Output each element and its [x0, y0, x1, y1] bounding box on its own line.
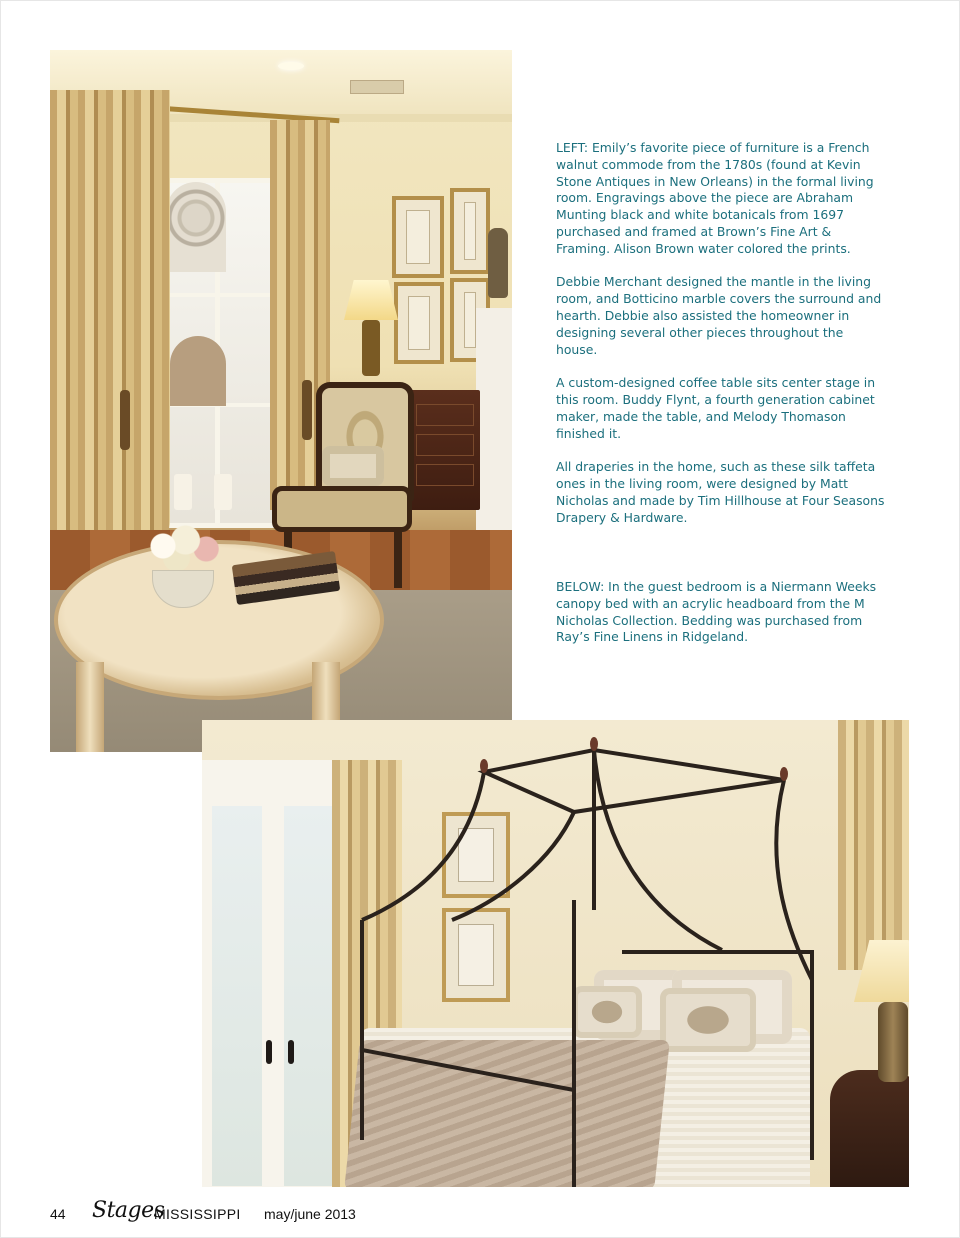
caption-coffee-table: A custom-designed coffee table sits center stage in this room. Buddy Flynt, a fourth generation cabinet maker, made the table, and Melody Thomason finished it.: [556, 375, 876, 441]
caption-left-commode: LEFT: Emily’s favorite piece of furniture is a French walnut commode from the 1780s (found at Kevin Stone Antiques in New Orleans) in the formal living room. Engravings above the piece are Abraham Munting black and white botanicals from 1697 purchased and framed at Brown’s Fine Art & Framing. Alison Brown water colored the prints.: [556, 140, 874, 256]
caption-draperies: All draperies in the home, such as these silk taffeta ones in the living room, were designed by Matt Nicholas and made by Tim Hillhouse at Four Seasons Drapery & Hardware.: [556, 459, 885, 525]
caption-mantle: Debbie Merchant designed the mantle in the living room, and Botticino marble covers the surround and hearth. Debbie also assisted the homeowner in designing several other pieces throughout the house.: [556, 274, 882, 357]
living-room-photo: [50, 50, 512, 752]
page-footer: [50, 1198, 910, 1228]
caption-column: [556, 140, 886, 543]
magazine-logo-state: MISSISSIPPI: [154, 1206, 241, 1222]
guest-bedroom-photo: [202, 720, 909, 1187]
caption-below-bedroom: BELOW: In the guest bedroom is a Niermann Weeks canopy bed with an acrylic headboard from the M Nicholas Collection. Bedding was purchased from Ray’s Fine Linens in Ridgeland.: [556, 579, 877, 645]
page-number: 44: [50, 1206, 66, 1222]
issue-date: may/june 2013: [264, 1206, 356, 1222]
magazine-logo-script: Stages: [92, 1198, 165, 1223]
